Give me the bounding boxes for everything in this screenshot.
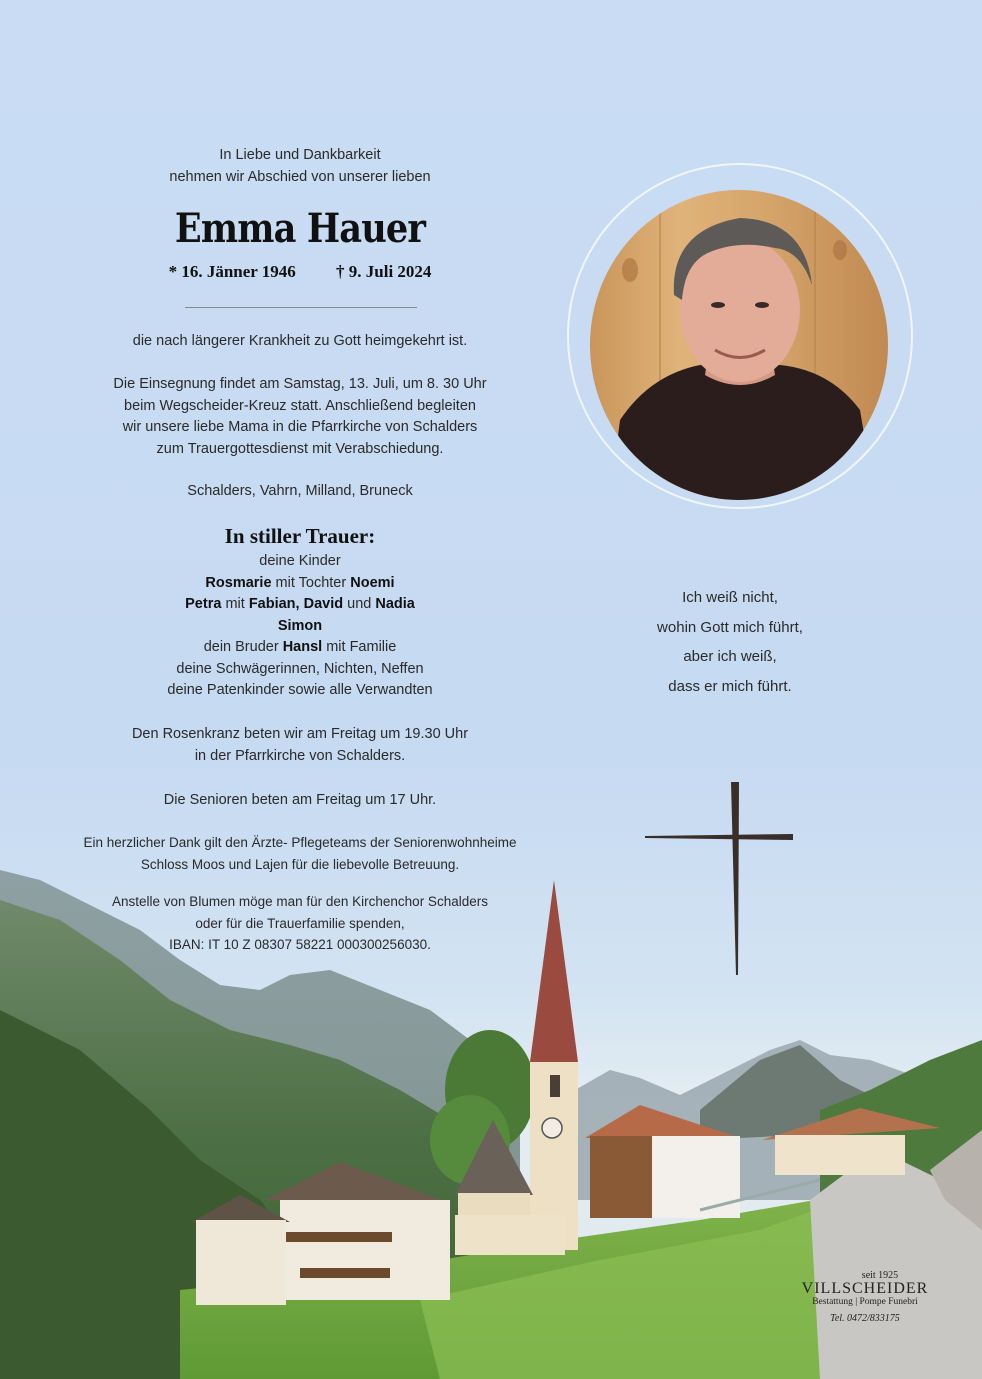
- quote-line: dass er mich führt.: [668, 677, 792, 695]
- mourner-line: dein Bruder Hansl mit Familie: [203, 639, 397, 655]
- intro-line: In Liebe und Dankbarkeit: [219, 147, 381, 163]
- mourner-name: Rosmarie: [205, 574, 272, 591]
- quote-text: [620, 583, 840, 701]
- donation-text: [40, 891, 560, 956]
- rosary-info: [40, 724, 560, 767]
- mourner-name: Petra: [185, 596, 222, 612]
- undertaker-name: VILLSCHEIDER: [801, 1280, 929, 1297]
- life-dates: [40, 262, 560, 282]
- places-text: Schalders, Vahrn, Milland, Bruneck: [187, 483, 413, 499]
- quote-line: Ich weiß nicht,: [682, 589, 778, 606]
- homecoming-text: die nach längerer Krankheit zu Gott heimgekehrt ist.: [132, 333, 468, 349]
- seniors-prayer-info: Die Senioren beten am Freitag um 17 Uhr.: [163, 792, 437, 808]
- mourner-line: deine Patenkinder sowie alle Verwandten: [167, 682, 433, 698]
- deceased-name: Emma Hauer: [174, 205, 426, 252]
- text-line: Die Einsegnung findet am Samstag, 13. Juli, um 8. 30 Uhr: [113, 376, 487, 392]
- undertaker-since: seit 1925: [861, 1270, 899, 1281]
- undertaker-phone: Tel. 0472/833175: [830, 1313, 900, 1324]
- mourner-line: deine Kinder: [259, 553, 341, 569]
- undertaker-subtitle: Bestattung | Pompe Funebri: [812, 1297, 918, 1307]
- mourner-name: Simon: [277, 617, 323, 634]
- mourner-name: Nadia: [375, 596, 415, 612]
- mourner-name: Noemi: [350, 574, 395, 591]
- death-date: † 9. Juli 2024: [336, 262, 432, 281]
- birth-date: * 16. Jänner 1946: [168, 262, 296, 281]
- mourners-heading: In stiller Trauer:: [224, 524, 376, 548]
- iban-line: IBAN: IT 10 Z 08307 58221 000300256030.: [169, 937, 431, 952]
- mourner-name: Fabian, David: [248, 596, 344, 612]
- mourners-list: [40, 551, 560, 702]
- intro-text: [40, 145, 560, 188]
- text-line: Den Rosenkranz beten wir am Freitag um 19.30 Uhr: [131, 726, 469, 742]
- text-line: beim Wegscheider-Kreuz statt. Anschließend begleiten: [124, 397, 476, 414]
- mourner-line: deine Schwägerinnen, Nichten, Neffen: [176, 660, 424, 677]
- text-line: Ein herzlicher Dank gilt den Ärzte- Pflegeteams der Seniorenwohnheime: [83, 835, 517, 850]
- text-line: in der Pfarrkirche von Schalders.: [194, 747, 406, 764]
- quote-line: aber ich weiß,: [683, 648, 777, 665]
- text-line: wir unsere liebe Mama in die Pfarrkirche von Schalders: [122, 419, 478, 435]
- text-line: Schloss Moos und Lajen für die liebevolle Betreuung.: [140, 856, 460, 872]
- text-line: oder für die Trauerfamilie spenden,: [195, 915, 405, 931]
- mourner-line: Rosmarie mit Tochter Noemi: [205, 574, 395, 591]
- mourner-line: [40, 616, 560, 638]
- quote-line: wohin Gott mich führt,: [657, 618, 803, 636]
- text-line: zum Trauergottesdienst mit Verabschiedung.: [156, 440, 444, 457]
- mourner-line: Petra mit Fabian, David und Nadia: [185, 596, 415, 612]
- divider-line: [185, 307, 417, 308]
- blessing-info: [40, 374, 560, 460]
- text-line: Anstelle von Blumen möge man für den Kirchenchor Schalders: [112, 894, 488, 909]
- intro-line: nehmen wir Abschied von unserer lieben: [169, 168, 431, 185]
- mourner-name: Hansl: [282, 639, 323, 655]
- thanks-text: [40, 832, 560, 875]
- portrait-photo: [590, 190, 888, 500]
- undertaker-logo: [790, 1270, 940, 1324]
